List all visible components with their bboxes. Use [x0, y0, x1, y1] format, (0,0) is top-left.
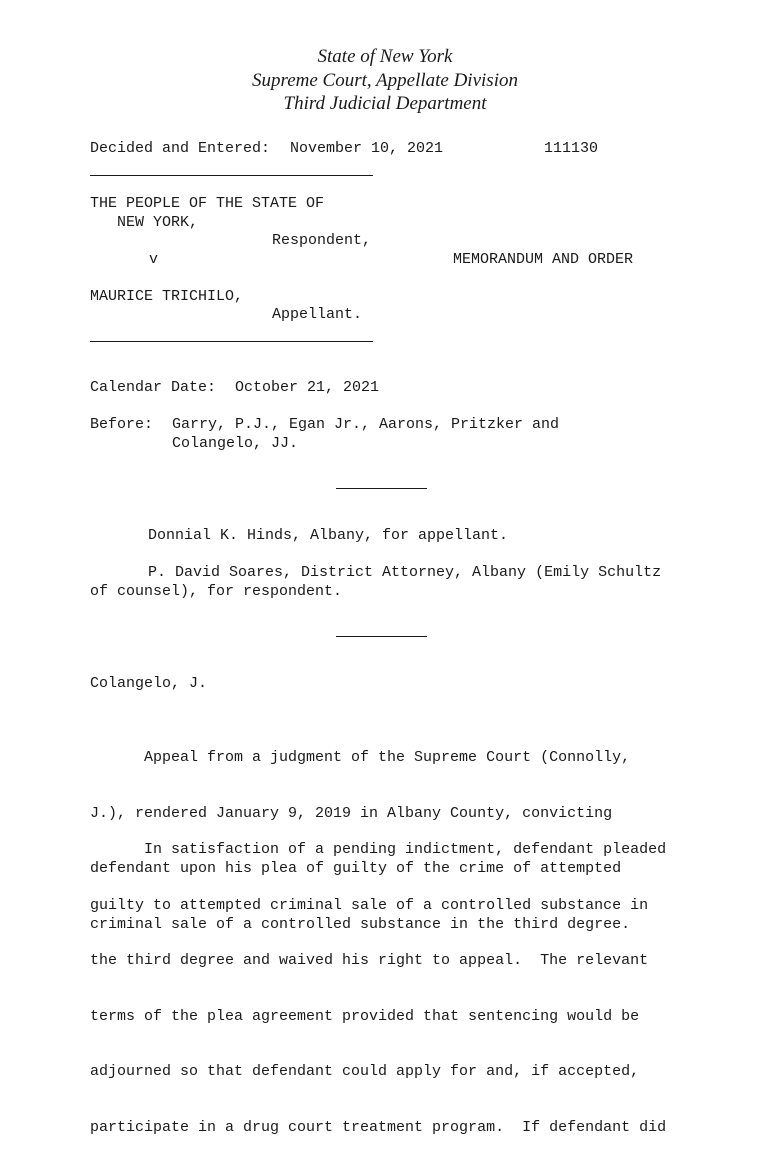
paragraph-plea	[90, 804, 690, 1156]
document-type: MEMORANDUM AND ORDER	[453, 250, 634, 268]
paragraph-line: adjourned so that defendant could apply for and, if accepted,	[90, 1063, 640, 1080]
party1-name-line2: NEW YORK,	[117, 213, 199, 231]
docket-number: 111130	[544, 140, 599, 157]
paragraph-line: In satisfaction of a pending indictment, defendant pleaded	[90, 841, 667, 858]
party2-name: MAURICE TRICHILO,	[90, 287, 244, 305]
paragraph-line: J.), rendered January 9, 2019 in Albany County, convicting	[90, 804, 613, 822]
section-divider-2	[336, 636, 427, 637]
appellant-counsel: Donnial K. Hinds, Albany, for appellant.	[148, 527, 509, 544]
paragraph-line: defendant upon his plea of guilty of the crime of attempted	[90, 860, 622, 877]
before-label: Before:	[90, 416, 154, 433]
paragraph-line: guilty to attempted criminal sale of a controlled substance in	[90, 896, 649, 914]
caption-bottom-rule	[90, 341, 373, 342]
opinion-author: Colangelo, J.	[90, 675, 208, 692]
party2-role: Appellant.	[272, 306, 363, 323]
calendar-label: Calendar Date:	[90, 379, 217, 396]
heading-state: State of New York	[317, 46, 453, 67]
heading-department: Third Judicial Department	[283, 93, 487, 114]
panel-line2: Colangelo, JJ.	[172, 434, 299, 452]
paragraph-line: participate in a drug court treatment program. If defendant did	[90, 1118, 667, 1136]
paragraph-line: the third degree and waived his right to appeal. The relevant	[90, 952, 649, 969]
calendar-date: October 21, 2021	[235, 379, 380, 396]
decided-date: November 10, 2021	[290, 140, 444, 157]
heading-court: Supreme Court, Appellate Division	[252, 69, 518, 91]
decided-label: Decided and Entered:	[90, 140, 271, 157]
paragraph-line: criminal sale of a controlled substance in the third degree.	[90, 915, 631, 933]
respondent-counsel-line1: P. David Soares, District Attorney, Albany (Emily Schultz	[148, 564, 662, 581]
paragraph-line: terms of the plea agreement provided that sentencing would be	[90, 1007, 640, 1025]
court-heading	[0, 45, 770, 116]
party1-name-line1: THE PEOPLE OF THE STATE OF	[90, 195, 325, 212]
caption-top-rule	[90, 175, 373, 176]
panel-line1: Garry, P.J., Egan Jr., Aarons, Pritzker and	[172, 416, 560, 433]
section-divider-1	[336, 488, 427, 489]
respondent-counsel-line2: of counsel), for respondent.	[90, 582, 343, 600]
party1-role: Respondent,	[272, 232, 372, 249]
versus: v	[149, 250, 159, 268]
paragraph-line: Appeal from a judgment of the Supreme Court (Connolly,	[90, 749, 631, 766]
